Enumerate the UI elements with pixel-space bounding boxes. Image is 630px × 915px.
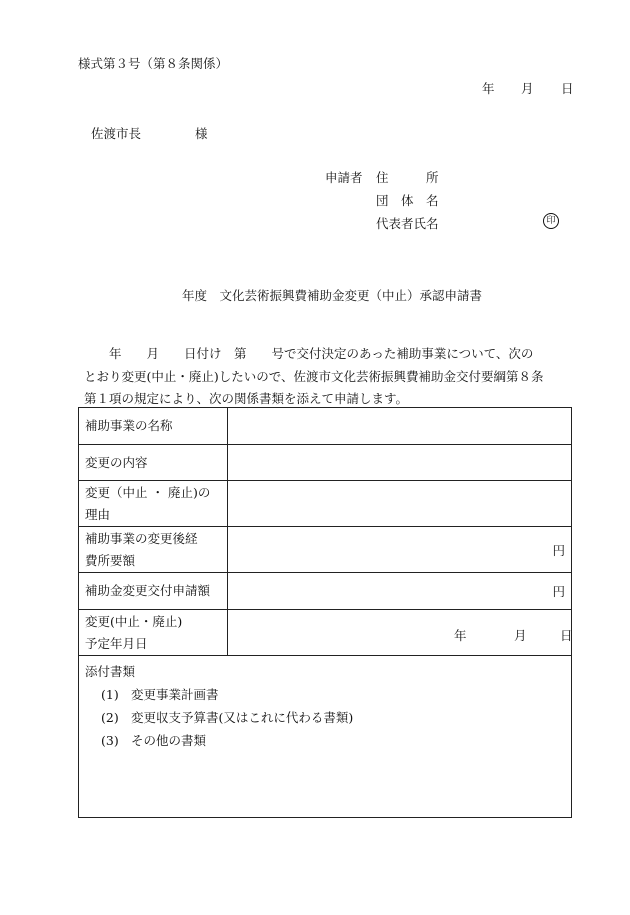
body-paragraph bbox=[84, 343, 574, 411]
attachments-cell bbox=[79, 656, 572, 818]
applicant-address-label: 住 所 bbox=[376, 170, 439, 185]
cost-field[interactable] bbox=[228, 527, 572, 573]
project-name-row bbox=[79, 408, 572, 445]
change-content-field[interactable] bbox=[228, 445, 572, 481]
date-year-label: 年 bbox=[482, 81, 495, 96]
attachment-item bbox=[85, 706, 565, 729]
document-title: 年度 文化芸術振興費補助金変更（中止）承認申請書 bbox=[182, 288, 483, 303]
attachment-num: (1) bbox=[101, 687, 119, 702]
reason-label-line-2: 理由 bbox=[85, 506, 111, 522]
application-form-table bbox=[78, 407, 572, 818]
grant-field[interactable] bbox=[228, 573, 572, 610]
attachment-num: (2) bbox=[101, 710, 119, 725]
body-line-3: 第１項の規定により、次の関係書類を添えて申請します。 bbox=[84, 391, 409, 406]
change-content-row bbox=[79, 445, 572, 481]
project-name-field[interactable] bbox=[228, 408, 572, 445]
reason-label-line-1: 変更（中止 ・ 廃止)の bbox=[85, 484, 211, 500]
attachment-item bbox=[85, 729, 565, 752]
grant-row bbox=[79, 573, 572, 610]
attachment-text: その他の書類 bbox=[131, 733, 207, 748]
attachment-text: 変更事業計画書 bbox=[131, 687, 219, 702]
change-content-label: 変更の内容 bbox=[79, 445, 228, 481]
grant-label: 補助金変更交付申請額 bbox=[79, 573, 228, 610]
addressee-honorific: 様 bbox=[195, 126, 208, 141]
project-name-label: 補助事業の名称 bbox=[79, 408, 228, 445]
schedule-label bbox=[79, 610, 228, 656]
schedule-year: 年 bbox=[454, 628, 467, 643]
schedule-field[interactable] bbox=[228, 610, 572, 656]
cost-label bbox=[79, 527, 228, 573]
schedule-row bbox=[79, 610, 572, 656]
reason-row bbox=[79, 481, 572, 527]
cost-row bbox=[79, 527, 572, 573]
attachment-num: (3) bbox=[101, 733, 119, 748]
applicant-group-label: 団 体 名 bbox=[376, 193, 439, 208]
schedule-label-line-2: 予定年月日 bbox=[85, 635, 148, 651]
schedule-label-line-1: 変更(中止・廃止) bbox=[85, 613, 183, 629]
form-number: 様式第３号（第８条関係） bbox=[78, 56, 229, 71]
addressee-name: 佐渡市長 bbox=[91, 126, 142, 141]
cost-label-line-1: 補助事業の変更後経 bbox=[85, 530, 198, 546]
grant-unit: 円 bbox=[552, 584, 565, 599]
attachments-title: 添付書類 bbox=[85, 664, 136, 679]
cost-unit: 円 bbox=[552, 542, 565, 558]
attachments-row bbox=[79, 656, 572, 818]
cost-label-line-2: 費所要額 bbox=[85, 552, 136, 568]
body-line-1: 年 月 日付け 第 号で交付決定のあった補助事業について、次の bbox=[84, 346, 534, 361]
body-line-2: とおり変更(中止・廃止)したいので、佐渡市文化芸術振興費補助金交付要綱第８条 bbox=[84, 368, 544, 384]
date-month-label: 月 bbox=[521, 81, 534, 96]
reason-field[interactable] bbox=[228, 481, 572, 527]
attachment-text: 変更収支予算書(又はこれに代わる書類) bbox=[131, 710, 354, 725]
applicant-label: 申請者 bbox=[325, 170, 363, 185]
seal-icon: 印 bbox=[543, 213, 559, 229]
reason-label bbox=[79, 481, 228, 527]
schedule-day: 日 bbox=[560, 628, 573, 643]
applicant-representative-label: 代表者氏名 bbox=[376, 216, 439, 231]
attachment-item bbox=[85, 683, 565, 706]
date-day-label: 日 bbox=[561, 81, 574, 96]
schedule-month: 月 bbox=[514, 628, 527, 643]
